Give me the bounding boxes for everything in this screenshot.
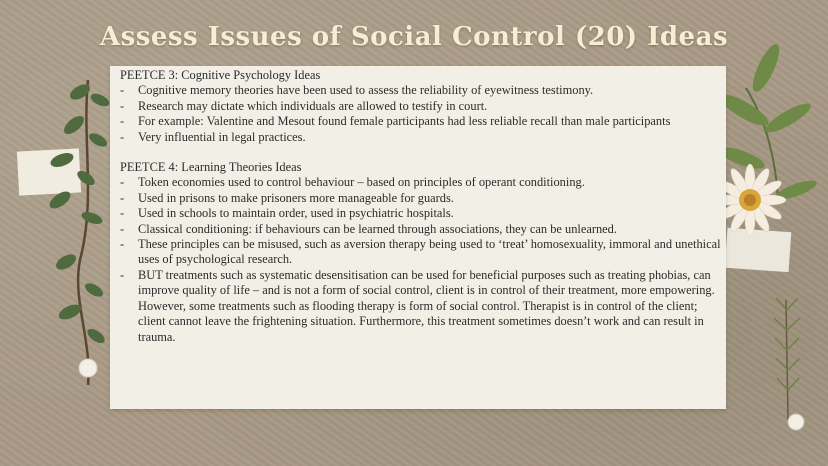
bullet-item: - Token economies used to control behaviour – based on principles of operant conditioning. bbox=[120, 175, 585, 190]
bullet-item: - Used in prisons to make prisoners more manageable for guards. bbox=[120, 190, 454, 205]
content-body bbox=[120, 68, 726, 345]
bullet-item: - Classical conditioning: if behaviours can be learned through associations, they can be unlearned. bbox=[120, 221, 617, 236]
bullet-item: - Very influential in legal practices. bbox=[120, 129, 306, 144]
bullet-item: - These principles can be misused, such as aversion therapy being used to ‘treat’ homosexuality, immoral and unethical uses of psychological research. bbox=[120, 237, 721, 267]
bullet-item: - Cognitive memory theories have been used to assess the reliability of eyewitness testimony. bbox=[120, 83, 594, 98]
botanical-left-decoration bbox=[0, 0, 110, 466]
botanical-right-decoration bbox=[726, 0, 828, 466]
bullet-item: - For example: Valentine and Mesout found female participants had less reliable recall than male participants bbox=[120, 114, 671, 129]
section-heading-cognitive: PEETCE 3: Cognitive Psychology Ideas bbox=[120, 68, 321, 82]
slide-title: Assess Issues of Social Control (20) Ideas bbox=[99, 22, 729, 52]
section-heading-learning: PEETCE 4: Learning Theories Ideas bbox=[120, 160, 302, 175]
bullet-item: - Used in schools to maintain order, used in psychiatric hospitals. bbox=[120, 206, 454, 221]
flooding-paragraph: However, some treatments such as flooding therapy is form of social control. Therapist is in control of the client; client cannot leave the frightening situation. Furthermore, this treatment sometimes doesn’t work and can result in trauma. bbox=[138, 298, 704, 344]
bullet-item: - Research may dictate which individuals are allowed to testify in court. bbox=[120, 98, 488, 113]
bullet-item: - BUT treatments such as systematic desensitisation can be used for beneficial purposes such as treating phobias, can improve quality of life – and is not a form of social control, client is in control of their treatment, more empowering. bbox=[120, 267, 715, 298]
